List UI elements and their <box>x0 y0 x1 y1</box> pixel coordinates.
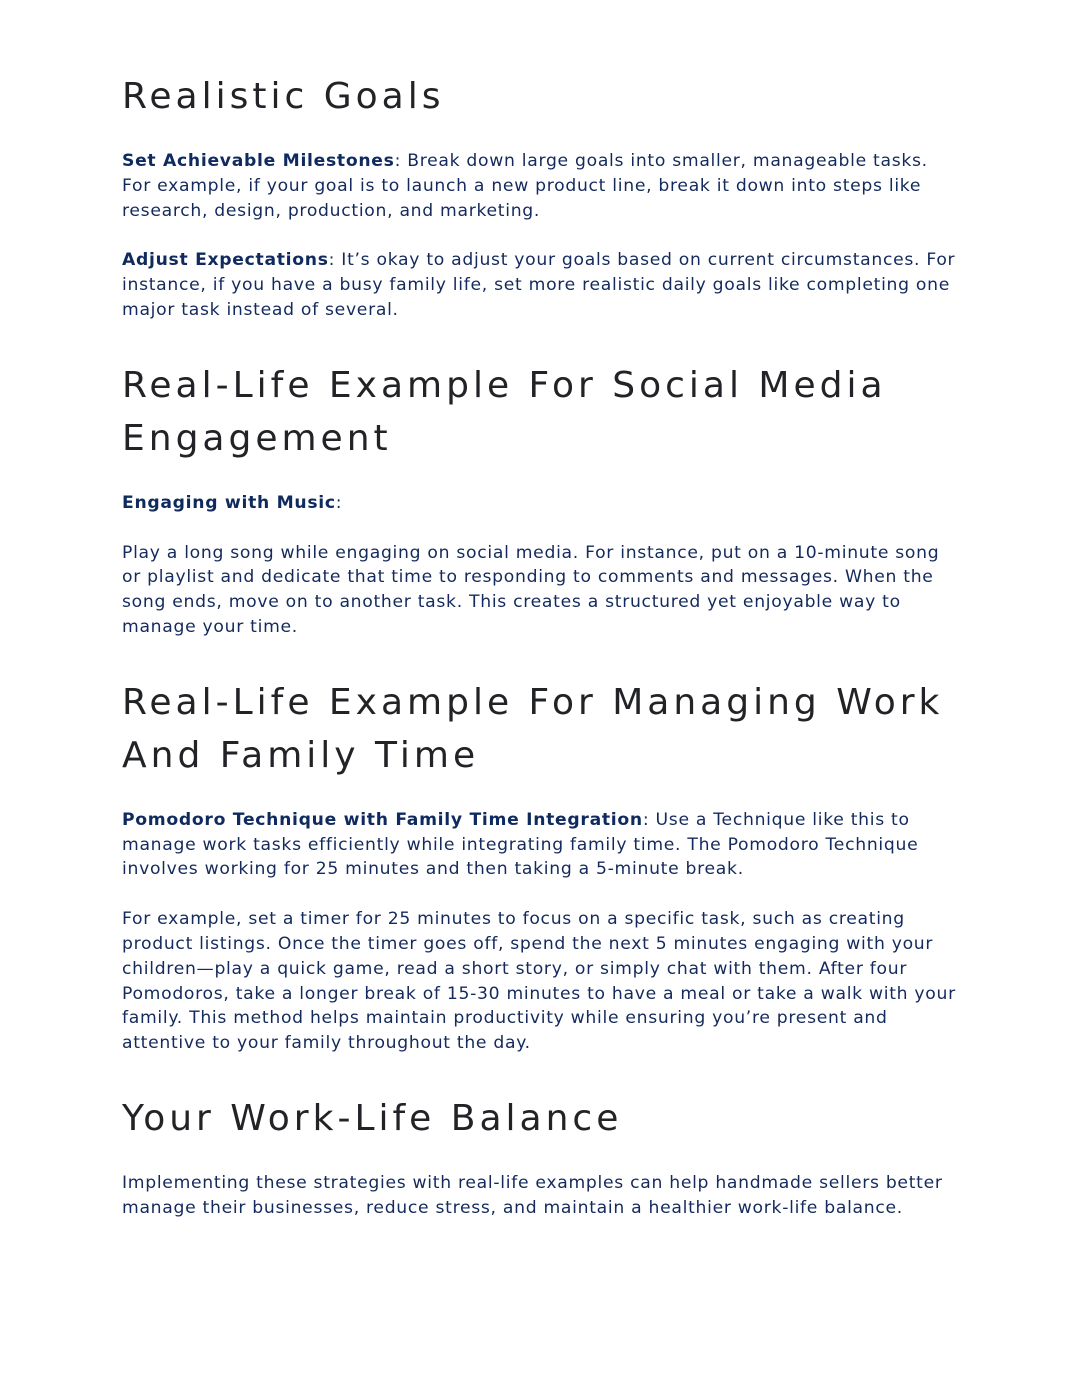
paragraph-text: : It’s okay to adjust your goals based on current circumstances. For instance, if you have a busy family life, set more realistic daily goals like completing one major task instead of several. <box>122 250 956 320</box>
paragraph-text: For example, set a timer for 25 minutes to focus on a specific task, such as creating product listings. Once the timer goes off, spend the next 5 minutes engaging with your children—play a quick game, read a short story, or simply chat with them. After four Pomodoros, take a longer break of 15-30 minutes to have a meal or take a walk with your family. This method helps maintain productivity while ensuring you’re present and attentive to your family throughout the day. <box>122 909 956 1054</box>
section-heading-work-life-balance: Your Work-Life Balance <box>122 1097 623 1139</box>
paragraph-text: : Use a Technique like this to manage work tasks efficiently while integrating family time. The Pomodoro Technique involves working for 25 minutes and then taking a 5-minute break. <box>122 809 919 880</box>
paragraph-pomodoro-technique <box>122 808 962 882</box>
paragraph-label: Adjust Expectations <box>122 250 329 271</box>
paragraph-pomodoro-example <box>122 907 962 1056</box>
paragraph-text: Play a long song while engaging on social media. For instance, put on a 10-minute song or playlist and dedicate that time to responding to comments and messages. When the song ends, move on to another task. This creates a structured yet enjoyable way to manage your time. <box>122 542 940 637</box>
paragraph-long-song <box>122 541 962 640</box>
document-page <box>122 70 962 1221</box>
paragraph-engaging-with-music <box>122 491 962 516</box>
paragraph-text: : Break down large goals into smaller, manageable tasks. For example, if your goal is to launch a new product line, break it down into steps like research, design, production, and marketing. <box>122 151 928 221</box>
paragraph-label: Engaging with Music <box>122 492 336 513</box>
paragraph-implementing-strategies <box>122 1171 962 1221</box>
paragraph-label: Pomodoro Technique with Family Time Integration <box>122 809 643 830</box>
paragraph-set-achievable-milestones <box>122 149 962 223</box>
section-heading-realistic-goals: Realistic Goals <box>122 76 445 117</box>
paragraph-label: Set Achievable Milestones <box>122 151 395 171</box>
paragraph-text: : <box>335 492 343 513</box>
section-heading-work-and-family-time: Real-Life Example For Managing Work And Family Time <box>122 681 944 776</box>
section-heading-social-media-engagement: Real-Life Example For Social Media Engagement <box>122 364 887 459</box>
paragraph-adjust-expectations <box>122 248 962 322</box>
paragraph-text: Implementing these strategies with real-life examples can help handmade sellers better manage their businesses, reduce stress, and maintain a healthier work-life balance. <box>122 1172 943 1218</box>
